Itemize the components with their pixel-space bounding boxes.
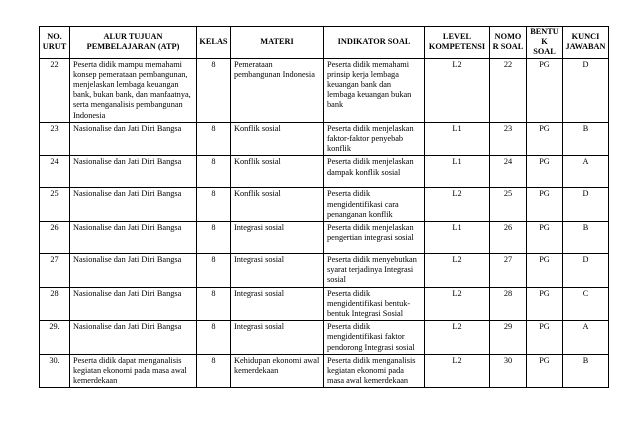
cell-bentuk: PG — [527, 156, 563, 188]
cell-kelas: 8 — [197, 122, 231, 156]
table-row — [40, 354, 609, 388]
cell-materi: Konflik sosial — [231, 122, 324, 156]
cell-nomor: 22 — [490, 58, 527, 122]
cell-atp: Nasionalise dan Jati Diri Bangsa — [70, 188, 197, 222]
table-header-row — [40, 27, 609, 59]
cell-indikator: Peserta didik mengidentifikasi bentuk-bentuk Integrasi Sosial — [324, 287, 425, 321]
cell-bentuk: PG — [527, 188, 563, 222]
cell-nomor: 27 — [490, 254, 527, 288]
cell-kunci: B — [563, 354, 609, 388]
cell-bentuk: PG — [527, 58, 563, 122]
cell-bentuk: PG — [527, 254, 563, 288]
cell-kunci: D — [563, 254, 609, 288]
cell-indikator: Peserta didik menyebutkan syarat terjadinya Integrasi sosial — [324, 254, 425, 288]
header-no-urut: NO. URUT — [40, 27, 70, 59]
cell-bentuk: PG — [527, 354, 563, 388]
header-indikator-soal: INDIKATOR SOAL — [324, 27, 425, 59]
cell-no: 22 — [40, 58, 70, 122]
cell-kunci: B — [563, 122, 609, 156]
cell-atp: Nasionalise dan Jati Diri Bangsa — [70, 321, 197, 355]
cell-kelas: 8 — [197, 254, 231, 288]
cell-no: 29. — [40, 321, 70, 355]
cell-materi: Integrasi sosial — [231, 254, 324, 288]
cell-materi: Integrasi sosial — [231, 222, 324, 254]
table-row — [40, 156, 609, 188]
cell-bentuk: PG — [527, 122, 563, 156]
header-nomor-soal: NOMOR SOAL — [490, 27, 527, 59]
cell-indikator: Peserta didik mengidentifikasi cara penanganan konflik — [324, 188, 425, 222]
cell-indikator: Peserta didik menjelaskan dampak konflik sosial — [324, 156, 425, 188]
cell-atp: Peserta didik dapat menganalisis kegiatan ekonomi pada masa awal kemerdekaan — [70, 354, 197, 388]
cell-indikator: Peserta didik mengidentifikasi faktor pendorong Integrasi sosial — [324, 321, 425, 355]
cell-level: L2 — [425, 254, 490, 288]
cell-kelas: 8 — [197, 222, 231, 254]
cell-level: L2 — [425, 58, 490, 122]
cell-materi: Pemerataan pembangunan Indonesia — [231, 58, 324, 122]
cell-no: 28 — [40, 287, 70, 321]
cell-kunci: B — [563, 222, 609, 254]
cell-nomor: 30 — [490, 354, 527, 388]
cell-nomor: 25 — [490, 188, 527, 222]
cell-no: 24 — [40, 156, 70, 188]
cell-atp: Nasionalise dan Jati Diri Bangsa — [70, 122, 197, 156]
cell-materi: Integrasi sosial — [231, 321, 324, 355]
header-kelas: KELAS — [197, 27, 231, 59]
cell-nomor: 24 — [490, 156, 527, 188]
header-bentuk-soal: BENTUK SOAL — [527, 27, 563, 59]
cell-indikator: Peserta didik menjelaskan pengertian integrasi sosial — [324, 222, 425, 254]
cell-indikator: Peserta didik memahami prinsip kerja lembaga keuangan bank dan lembaga keuangan bukan bank — [324, 58, 425, 122]
cell-kelas: 8 — [197, 156, 231, 188]
table-row — [40, 122, 609, 156]
cell-materi: Konflik sosial — [231, 188, 324, 222]
table-row — [40, 222, 609, 254]
cell-level: L1 — [425, 156, 490, 188]
header-materi: MATERI — [231, 27, 324, 59]
cell-no: 23 — [40, 122, 70, 156]
cell-atp: Nasionalise dan Jati Diri Bangsa — [70, 254, 197, 288]
cell-level: L1 — [425, 122, 490, 156]
cell-no: 30. — [40, 354, 70, 388]
cell-nomor: 23 — [490, 122, 527, 156]
cell-kelas: 8 — [197, 188, 231, 222]
cell-kelas: 8 — [197, 287, 231, 321]
table-row — [40, 188, 609, 222]
cell-kelas: 8 — [197, 58, 231, 122]
cell-nomor: 26 — [490, 222, 527, 254]
table-row — [40, 254, 609, 288]
cell-level: L1 — [425, 222, 490, 254]
header-level-kompetensi: LEVEL KOMPETENSI — [425, 27, 490, 59]
header-atp: ALUR TUJUAN PEMBELAJARAN (ATP) — [70, 27, 197, 59]
cell-kelas: 8 — [197, 321, 231, 355]
kisi-kisi-table — [39, 26, 609, 388]
table-row — [40, 58, 609, 122]
cell-materi: Konflik sosial — [231, 156, 324, 188]
cell-kunci: A — [563, 321, 609, 355]
cell-level: L2 — [425, 188, 490, 222]
cell-atp: Nasionalise dan Jati Diri Bangsa — [70, 222, 197, 254]
cell-no: 25 — [40, 188, 70, 222]
cell-kunci: D — [563, 58, 609, 122]
cell-materi: Kehidupan ekonomi awal kemerdekaan — [231, 354, 324, 388]
cell-kelas: 8 — [197, 354, 231, 388]
cell-kunci: C — [563, 287, 609, 321]
cell-kunci: A — [563, 156, 609, 188]
cell-nomor: 29 — [490, 321, 527, 355]
cell-indikator: Peserta didik menjelaskan faktor-faktor penyebab konflik — [324, 122, 425, 156]
cell-kunci: D — [563, 188, 609, 222]
cell-bentuk: PG — [527, 321, 563, 355]
cell-materi: Integrasi sosial — [231, 287, 324, 321]
cell-indikator: Peserta didik menganalisis kegiatan ekonomi pada masa awal kemerdekaan — [324, 354, 425, 388]
cell-atp: Nasionalise dan Jati Diri Bangsa — [70, 156, 197, 188]
table-row — [40, 321, 609, 355]
cell-no: 26 — [40, 222, 70, 254]
cell-no: 27 — [40, 254, 70, 288]
table-row — [40, 287, 609, 321]
cell-bentuk: PG — [527, 287, 563, 321]
cell-atp: Nasionalise dan Jati Diri Bangsa — [70, 287, 197, 321]
cell-level: L2 — [425, 321, 490, 355]
header-kunci-jawaban: KUNCI JAWABAN — [563, 27, 609, 59]
cell-bentuk: PG — [527, 222, 563, 254]
cell-level: L2 — [425, 287, 490, 321]
cell-level: L2 — [425, 354, 490, 388]
cell-nomor: 28 — [490, 287, 527, 321]
cell-atp: Peserta didik mampu memahami konsep pemerataan pembangunan, menjelaskan lembaga keuangan bank, bukan bank, dan manfaatnya, serta menganalisis pembangunan Indonesia — [70, 58, 197, 122]
